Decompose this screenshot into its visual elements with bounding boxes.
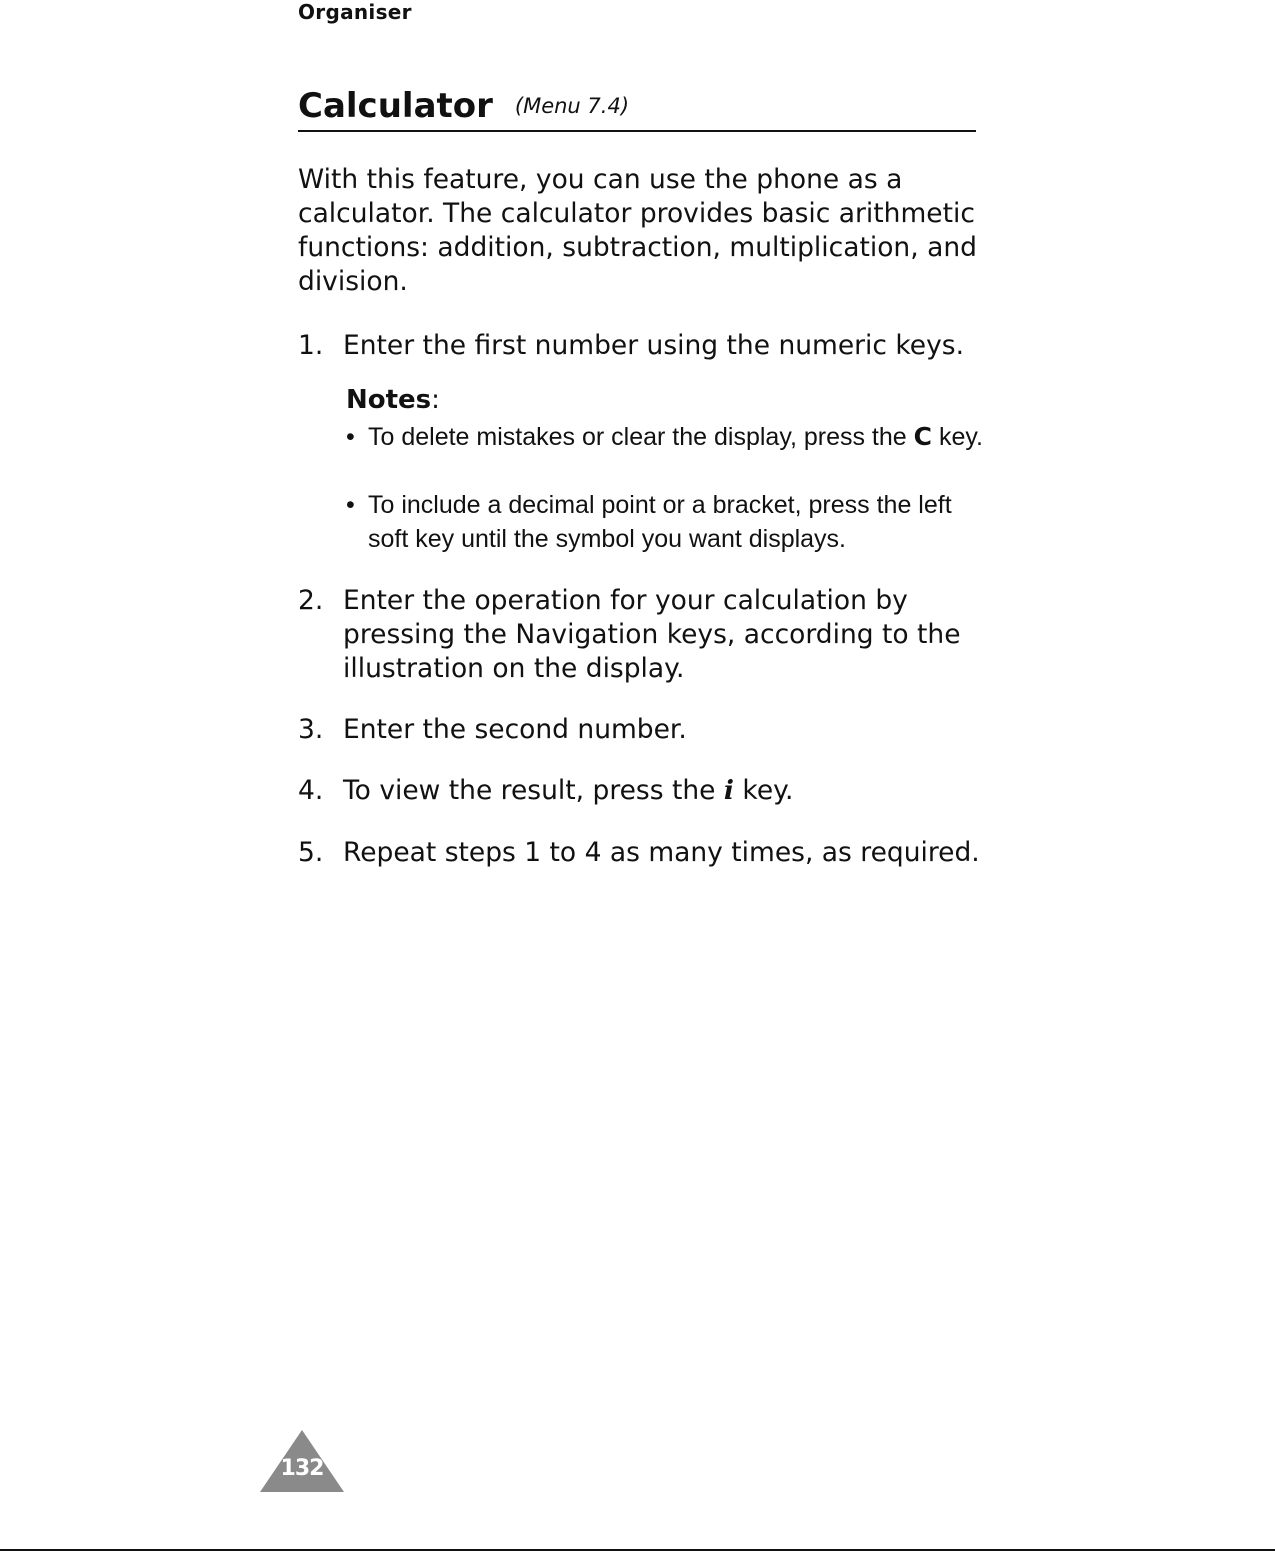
title-row [298, 86, 976, 132]
intro-paragraph: With this feature, you can use the phone as a calculator. The calculator provides basic arithmetic functions: addition, subtraction, multiplication, and division. [298, 164, 977, 297]
notes-heading [346, 385, 440, 415]
step-text: Enter the first number using the numeric keys. [343, 330, 965, 361]
bullet-icon: • [346, 423, 355, 451]
notes-title: Notes [346, 385, 432, 415]
note-text-after: key. [938, 423, 983, 451]
page-number-badge [258, 1428, 346, 1494]
bullet-icon: • [346, 491, 355, 519]
info-key-icon: i [723, 775, 734, 806]
step-text: Enter the operation for your calculation by pressing the Navigation keys, according to the illustration on the display. [343, 585, 961, 684]
step-4 [298, 774, 988, 808]
step-1 [298, 329, 988, 363]
step-3 [298, 713, 988, 747]
step-2 [298, 584, 988, 686]
step-number: 2. [298, 585, 324, 616]
menu-reference: (Menu 7.4) [514, 94, 630, 118]
step-number: 1. [298, 330, 324, 361]
notes-colon: : [431, 385, 440, 415]
note-text: To include a decimal point or a bracket, press the left soft key until the symbol you want displays. [368, 491, 952, 553]
step-5 [298, 836, 988, 870]
step-text: Enter the second number. [343, 714, 687, 745]
step-number: 5. [298, 837, 324, 868]
page-number: 132 [280, 1456, 324, 1481]
note-text [368, 420, 986, 454]
step-number: 3. [298, 714, 324, 745]
note-item-1 [346, 420, 986, 454]
page-title: Calculator [298, 86, 493, 126]
step-text-before: To view the result, press the [343, 775, 716, 806]
note-text-before: To delete mistakes or clear the display, press the [368, 423, 907, 451]
note-item-2 [346, 488, 986, 556]
c-key-label: C [913, 422, 932, 451]
step-text-after: key. [742, 775, 794, 806]
step-number: 4. [298, 775, 324, 806]
section-header: Organiser [298, 0, 412, 24]
step-text: Repeat steps 1 to 4 as many times, as required. [343, 837, 980, 868]
step-text [343, 774, 988, 808]
